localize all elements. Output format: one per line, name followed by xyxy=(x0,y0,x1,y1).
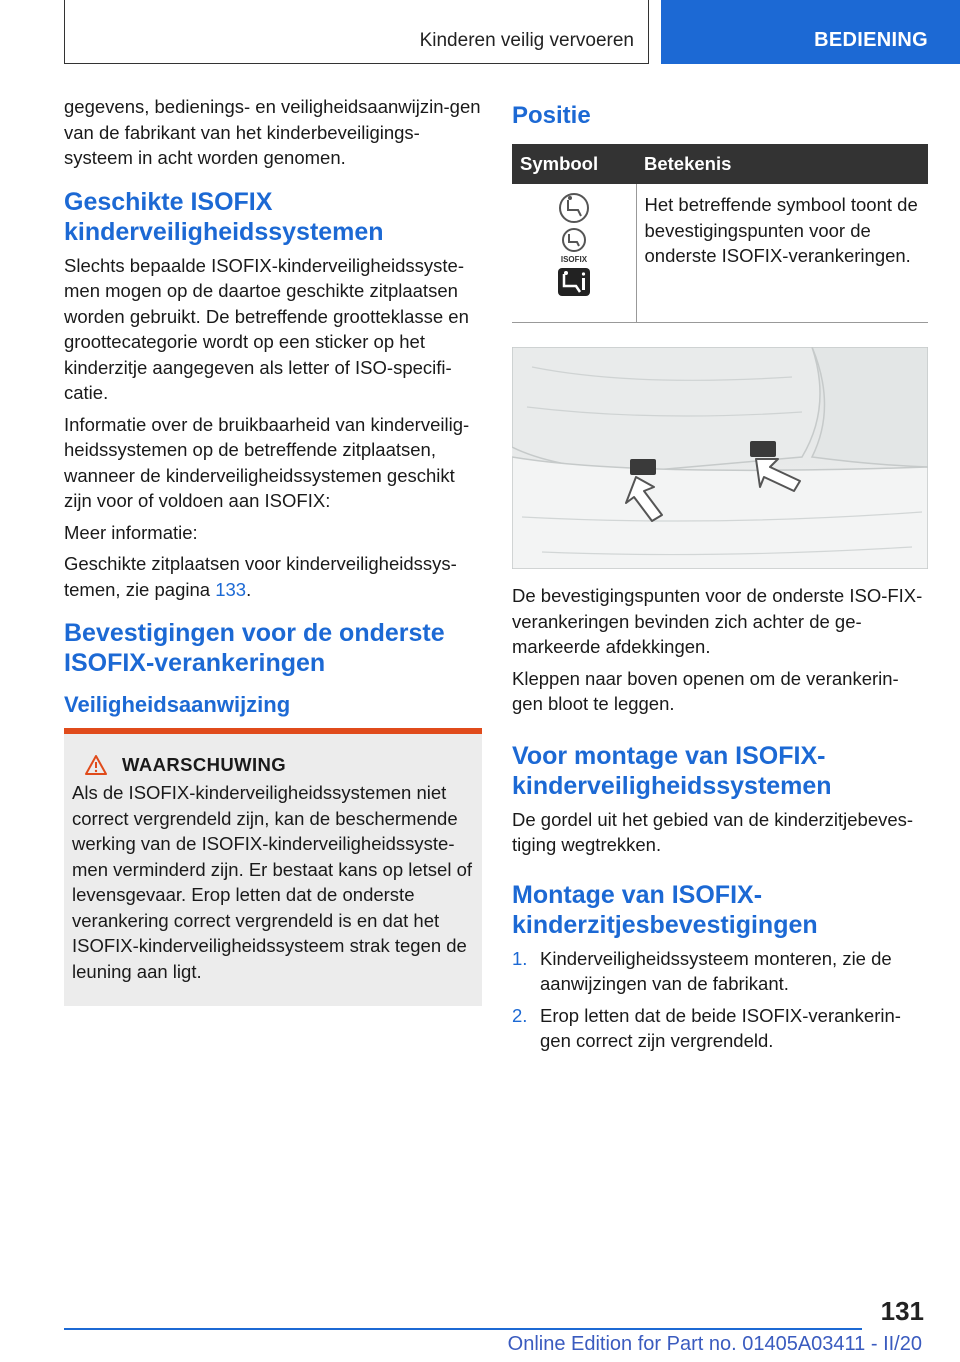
mounting-steps xyxy=(512,946,928,1054)
column-header-meaning: Betekenis xyxy=(636,144,928,184)
isofix-symbol-icon xyxy=(512,188,634,302)
table-row xyxy=(512,184,928,313)
heading-safety: Veiligheidsaanwijzing xyxy=(64,692,291,717)
photo-caption-1: De bevestigingspunten voor de onderste ISO-FIX-verankeringen bevinden zich achter de ge-markeerde afdekkingen. xyxy=(512,585,923,657)
warning-box xyxy=(64,728,482,1006)
intro-paragraph: gegevens, bedienings- en veiligheidsaanwijzin-gen van de fabrikant van het kinderbeveiligings-systeem in acht worden genomen. xyxy=(64,96,481,168)
before-mounting-paragraph: De gordel uit het gebied van de kinderzitjebeves-tiging wegtrekken. xyxy=(512,808,914,855)
warning-triangle-icon xyxy=(84,754,108,776)
warning-text: Als de ISOFIX-kinderveiligheidssystemen niet correct vergrendeld zijn, kan de beschermende werking van de ISOFIX-kinderveiligheidssyste-men verminderd zijn. Er bestaat kans op letsel of levensgevaar. Erop letten dat de onderste verankering correct vergrendeld is en dat het ISOFIX-kinderveiligheidssysteem strak tegen de leuning aan ligt. xyxy=(72,782,472,982)
symbol-table xyxy=(512,144,928,323)
heading-position: Positie xyxy=(512,102,591,129)
step-number: 1. xyxy=(512,947,528,969)
heading-before-mounting: Voor montage van ISOFIX-kinderveiligheidssystemen xyxy=(512,741,832,800)
table-bottom-rule xyxy=(512,313,928,323)
heading-suitable-systems: Geschikte ISOFIX kinderveiligheidssystemen xyxy=(64,187,384,246)
page-reference-link[interactable]: 133 xyxy=(215,578,247,600)
page-header xyxy=(0,0,960,66)
suitable-paragraph-1: Slechts bepaalde ISOFIX-kinderveiligheidssyste-men mogen op de daartoe geschikte zitplaatsen worden gebruikt. De betreffende grootteklasse en groottecategorie wordt op een sticker op het kinderzitje aangegeven als letter of ISO-specifi-catie. xyxy=(64,254,469,403)
suitable-paragraph-2: Informatie over de bruikbaarheid van kinderveilig-heidssystemen op de betreffende zitplaatsen, wanneer de kinderveiligheidssystemen geschikt zijn voor of voldoen aan ISOFIX: xyxy=(64,413,470,511)
right-column xyxy=(512,94,928,1060)
reference-text: Geschikte zitplaatsen voor kinderveiligheidssys-temen, zie pagina xyxy=(64,553,457,600)
page-number: 131 xyxy=(880,1296,924,1326)
step-number: 2. xyxy=(512,1004,528,1026)
list-item xyxy=(512,946,928,997)
step-text: Kinderveiligheidssysteem monteren, zie de aanwijzingen van de fabrikant. xyxy=(540,947,892,994)
symbol-table-header xyxy=(512,144,928,184)
reference-end: . xyxy=(246,578,252,600)
symbol-cell xyxy=(512,184,636,313)
column-header-symbol: Symbool xyxy=(512,144,636,184)
step-text: Erop letten dat de beide ISOFIX-verankerin-gen correct zijn vergrendeld. xyxy=(540,1004,901,1051)
isofix-location-photo xyxy=(512,347,928,569)
section-title: Kinderen veilig vervoeren xyxy=(419,30,634,51)
warning-header xyxy=(72,754,472,776)
chapter-tab-label: BEDIENING xyxy=(814,29,928,51)
heading-mounting: Montage van ISOFIX-kinderzitjesbevestigingen xyxy=(512,880,818,939)
edition-footer: Online Edition for Part no. 01405A03411 - II/20 xyxy=(507,1333,922,1355)
more-info-label: Meer informatie: xyxy=(64,521,198,543)
meaning-cell: Het betreffende symbool toont de bevestigingspunten voor de onderste ISOFIX-verankeringen. xyxy=(644,194,918,266)
heading-lower-mounts: Bevestigingen voor de onderste ISOFIX-verankeringen xyxy=(64,619,445,677)
rear-seat-illustration xyxy=(512,347,928,569)
symbol-label: ISOFIX xyxy=(560,255,588,264)
reference-paragraph xyxy=(64,551,482,602)
footer-rule xyxy=(64,1328,862,1330)
list-item xyxy=(512,1003,928,1054)
section-title-box xyxy=(64,0,649,64)
warning-title: WAARSCHUWING xyxy=(122,754,287,775)
photo-caption-2: Kleppen naar boven openen om de verankerin-gen bloot te leggen. xyxy=(512,667,899,714)
left-column xyxy=(64,94,482,1006)
chapter-tab[interactable] xyxy=(661,0,960,64)
